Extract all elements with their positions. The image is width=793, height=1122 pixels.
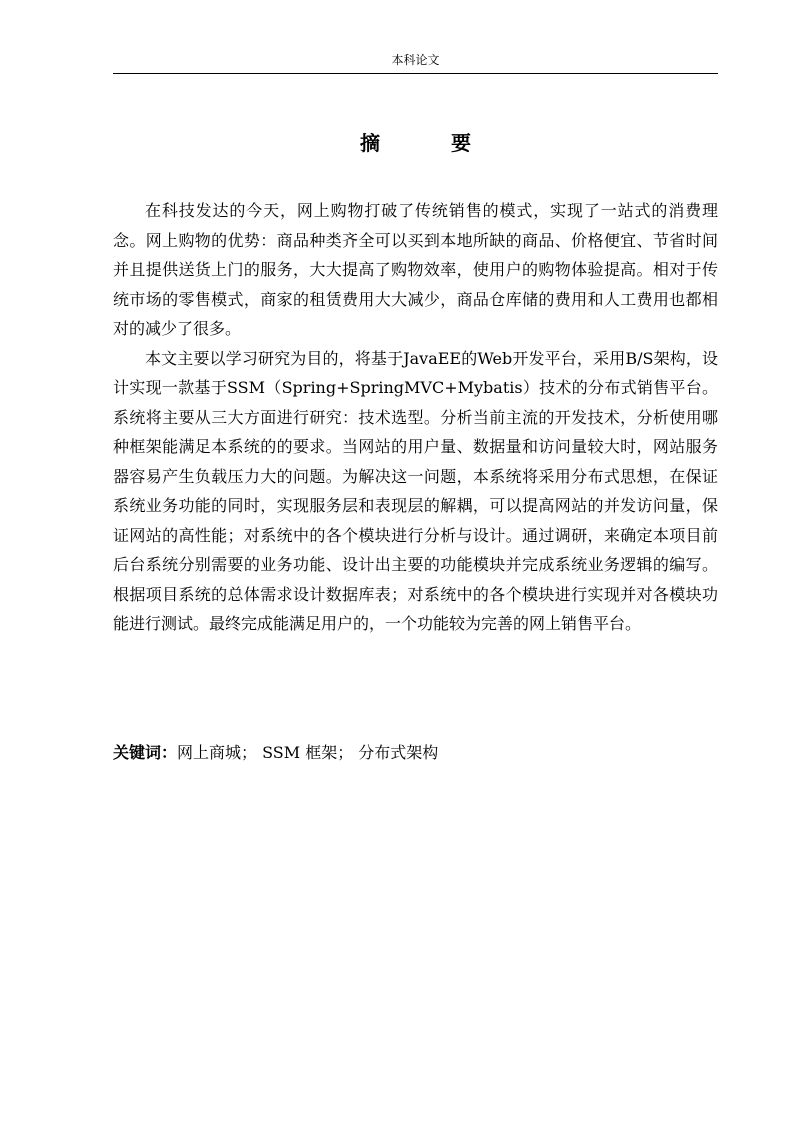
keywords-list: 网上商城； SSM 框架； 分布式架构 (177, 743, 439, 762)
header-rule (113, 73, 718, 74)
abstract-body (113, 196, 718, 639)
keywords-line (113, 738, 718, 767)
abstract-paragraph: 本文主要以学习研究为目的，将基于JavaEE的Web开发平台，采用B/S架构，设计实现一款基于SSM（Spring+SpringMVC+Mybatis）技术的分布式销售平台。系统将主要从三大方面进行研究：技术选型。分析当前主流的开发技术，分析使用哪种框架能满足本系统的的要求。当网站的用户量、数据量和访问量较大时，网站服务器容易产生负载压力大的问题。为解决这一问题，本系统将采用分布式思想，在保证系统业务功能的同时，实现服务层和表现层的解耦，可以提高网站的并发访问量，保证网站的高性能；对系统中的各个模块进行分析与设计。通过调研，来确定本项目前后台系统分别需要的业务功能、设计出主要的功能模块并完成系统业务逻辑的编写。根据项目系统的总体需求设计数据库表；对系统中的各个模块进行实现并对各模块功能进行测试。最终完成能满足用户的，一个功能较为完善的网上销售平台。 (113, 348, 718, 633)
abstract-title: 摘 要 (360, 131, 503, 155)
keywords-label: 关键词： (113, 743, 178, 762)
abstract-paragraph: 在科技发达的今天，网上购物打破了传统销售的模式，实现了一站式的消费理念。网上购物的优势：商品种类齐全可以买到本地所缺的商品、价格便宜、节省时间并且提供送货上门的服务，大大提高了购物效率，使用户的购物体验提高。相对于传统市场的零售模式，商家的租赁费用大大减少，商品仓库储的费用和人工费用也都相对的减少了很多。 (113, 201, 718, 338)
running-header: 本科论文 (391, 53, 440, 67)
